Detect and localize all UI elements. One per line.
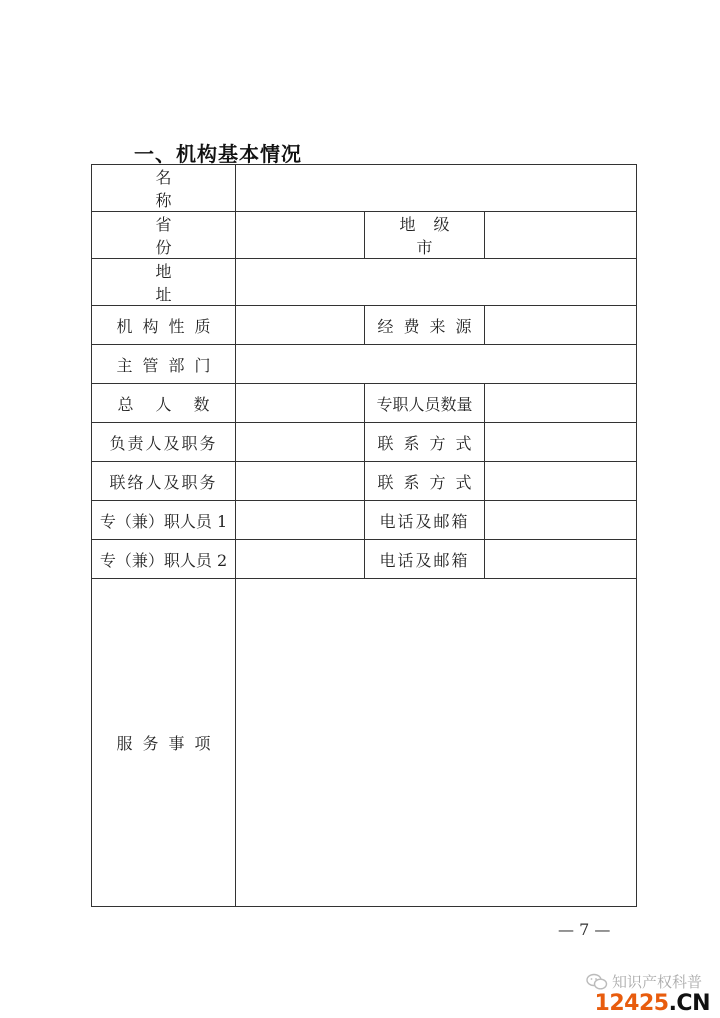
table-row bbox=[92, 306, 637, 345]
watermark-site-number: 12425 bbox=[594, 991, 669, 1016]
watermark-site-logo bbox=[595, 991, 710, 1016]
row-label-liaison: 联络人及职务 bbox=[92, 462, 236, 501]
row-label-staff-2-phone-email: 电话及邮箱 bbox=[365, 540, 485, 579]
row-label-leader: 负责人及职务 bbox=[92, 423, 236, 462]
row-label-staff-2: 专（兼）职人员 2 bbox=[92, 540, 236, 579]
name-field[interactable] bbox=[236, 165, 637, 212]
table-row bbox=[92, 579, 637, 907]
row-label-nature: 机构性质 bbox=[92, 306, 236, 345]
supervisor-field[interactable] bbox=[236, 345, 637, 384]
total-staff-field[interactable] bbox=[236, 384, 365, 423]
leader-contact-field[interactable] bbox=[485, 423, 637, 462]
table-row bbox=[92, 259, 637, 306]
row-label-services: 服务事项 bbox=[92, 579, 236, 907]
province-field[interactable] bbox=[236, 212, 365, 259]
institution-info-table bbox=[91, 164, 637, 907]
table-row bbox=[92, 384, 637, 423]
table-row bbox=[92, 165, 637, 212]
table-row bbox=[92, 345, 637, 384]
watermark-site-suffix: .CN bbox=[668, 991, 710, 1016]
table-row bbox=[92, 423, 637, 462]
row-label-supervisor: 主管部门 bbox=[92, 345, 236, 384]
funding-field[interactable] bbox=[485, 306, 637, 345]
staff-2-phone-email-field[interactable] bbox=[485, 540, 637, 579]
staff-1-phone-email-field[interactable] bbox=[485, 501, 637, 540]
fulltime-count-field[interactable] bbox=[485, 384, 637, 423]
liaison-field[interactable] bbox=[236, 462, 365, 501]
page-number: — 7 — bbox=[558, 920, 611, 939]
table-row bbox=[92, 462, 637, 501]
liaison-contact-field[interactable] bbox=[485, 462, 637, 501]
row-label-liaison-contact: 联系方式 bbox=[365, 462, 485, 501]
table-row bbox=[92, 540, 637, 579]
services-field[interactable] bbox=[236, 579, 637, 907]
row-label-staff-1: 专（兼）职人员 1 bbox=[92, 501, 236, 540]
table-row bbox=[92, 501, 637, 540]
section-title: 一、机构基本情况 bbox=[134, 142, 302, 166]
row-label-staff-1-phone-email: 电话及邮箱 bbox=[365, 501, 485, 540]
row-label-funding: 经费来源 bbox=[365, 306, 485, 345]
row-label-province: 省份 bbox=[92, 212, 236, 259]
row-label-city: 地级市 bbox=[365, 212, 485, 259]
address-field[interactable] bbox=[236, 259, 637, 306]
row-label-name: 名称 bbox=[92, 165, 236, 212]
city-field[interactable] bbox=[485, 212, 637, 259]
staff-2-field[interactable] bbox=[236, 540, 365, 579]
watermark-channel bbox=[586, 971, 702, 992]
staff-1-field[interactable] bbox=[236, 501, 365, 540]
row-label-leader-contact: 联系方式 bbox=[365, 423, 485, 462]
nature-field[interactable] bbox=[236, 306, 365, 345]
row-label-total-staff: 总人数 bbox=[92, 384, 236, 423]
leader-field[interactable] bbox=[236, 423, 365, 462]
row-label-address: 地址 bbox=[92, 259, 236, 306]
wechat-icon bbox=[586, 973, 608, 991]
watermark-channel-text: 知识产权科普 bbox=[611, 973, 702, 991]
row-label-fulltime-count: 专职人员数量 bbox=[365, 384, 485, 423]
table-row bbox=[92, 212, 637, 259]
